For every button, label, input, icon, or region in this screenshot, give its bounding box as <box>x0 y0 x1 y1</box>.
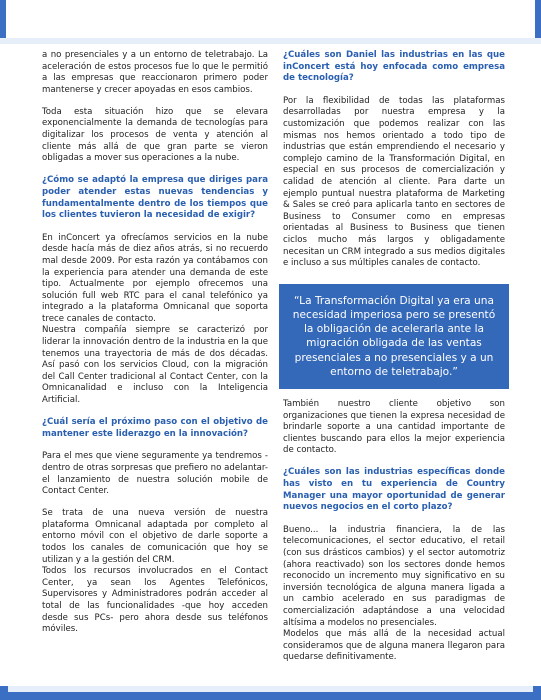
paragraph: Se trata de una nueva versión de nuestra plataforma Omnicanal adaptada por completo al entorno móvil con el objetivo de darle soporte a todos los canales de comunicación que hoy se utilizan y a la gestión del CRM. <box>42 508 268 565</box>
question-heading: ¿Cuáles son Daniel las industrias en las que inConcert está hoy enfocada como empresa de tecnología? <box>283 50 505 84</box>
top-border-shadow <box>0 38 541 44</box>
paragraph: Toda esta situación hizo que se elevara exponencialmente la demanda de tecnologías para digitalizar los procesos de venta y atención al cliente más allá de que gran parte se vieron obligadas a mover sus operaciones a la nube. <box>42 106 268 164</box>
paragraph: Todos los recursos involucrados en el Contact Center, ya sean los Agentes Telefónicos, Supervisores y Administradores podrán acceder al total de las funcionalidades -que hoy acceden desde sus PCs- pero ahora desde sus teléfonos móviles. <box>42 566 268 635</box>
paragraph: Nuestra compañía siempre se caracterizó por liderar la innovación dentro de la industria en la que tenemos una trayectoria de más de dos décadas. Así pasó con los servicios Cloud, con la migración del Call Center tradicional al Contact Center, con la Omnicanalidad e incluso con la Inteligencia Artificial. <box>42 325 268 406</box>
question-heading: ¿Cuál sería el próximo paso con el objetivo de mantener este liderazgo en la innovación? <box>42 417 268 439</box>
paragraph: Para el mes que viene seguramente ya tendremos -dentro de otras sorpresas que prefiero no adelantar- el lanzamiento de nuestra solución mobile de Contact Center. <box>42 451 268 497</box>
question-heading: ¿Cuáles son las industrias específicas donde has visto en tu experiencia de Country Manager una mayor oportunidad de generar nuevos negocios en el corto plazo? <box>283 467 505 513</box>
bottom-border-inner <box>8 686 533 692</box>
pull-quote: “La Transformación Digital ya era una necesidad imperiosa pero se presentó la obligación de acelerarla ante la migración obligada de las ventas presenciales a no presenciales y a un entorno de teletrabajo.” <box>279 284 509 389</box>
paragraph: También nuestro cliente objetivo son organizaciones que tienen la expresa necesidad de brindarle soporte a una cantidad importante de clientes buscando para ellos la mejor experiencia de contacto. <box>283 398 505 456</box>
paragraph: Modelos que más allá de la necesidad actual consideramos que de alguna manera llegaron para quedarse definitivamente. <box>283 629 505 663</box>
paragraph: Por la flexibilidad de todas las plataformas desarrolladas por nuestra empresa y la customización que podemos realizar con las mismas nos hemos orientado a todo tipo de industrias que están emprendiendo el necesario y complejo camino de la Transformación Digital, en especial en sus procesos de comercialización y calidad de atención al cliente. Para darte un ejemplo puntual nuestra plataforma de Marketing & Sales se creó para aplicarla tanto en sectores de Business to Consumer como en empresas orientadas al Business to Business que tienen ciclos mucho más largos y obligadamente necesitan un CRM integrado a sus medios digitales e incluso a sus múltiples canales de contacto. <box>283 95 505 269</box>
question-heading: ¿Cómo se adaptó la empresa que diriges para poder atender estas nuevas tendencias y fundamentalmente dentro de los tiempos que los clientes tuvieron la necesidad de exigir? <box>42 175 268 221</box>
top-border-inner <box>6 0 535 38</box>
bottom-border <box>0 686 541 700</box>
left-column <box>42 50 268 646</box>
top-border <box>0 0 541 44</box>
paragraph: En inConcert ya ofrecíamos servicios en la nube desde hacía más de diez años atrás, si no recuerdo mal desde 2009. Por esta razón ya contábamos con la experiencia para atender una demanda de este tipo. Actualmente por ejemplo ofrecemos una solución full web RTC para el canal telefónico ya integrado a la plataforma Omnicanal que soporta trece canales de contacto. <box>42 232 268 324</box>
right-column <box>283 50 505 674</box>
paragraph: a no presenciales y a un entorno de teletrabajo. La aceleración de estos procesos fue lo que le permitió a las empresas que reaccionaron primero poder mantenerse y crecer apoyadas en esos cambios. <box>42 50 268 95</box>
paragraph: Bueno... la industria financiera, la de las telecomunicaciones, el sector educativo, el retail (con sus drásticos cambios) y el sector automotriz (ahora reactivado) son los sectores donde hemos reconocido un incremento muy significativo en su inversión tecnológica de alguna manera ligada a un cambio acelerado en sus paradigmas de comercialización adaptándose a una velocidad altísima a modelos no presenciales. <box>283 524 505 628</box>
